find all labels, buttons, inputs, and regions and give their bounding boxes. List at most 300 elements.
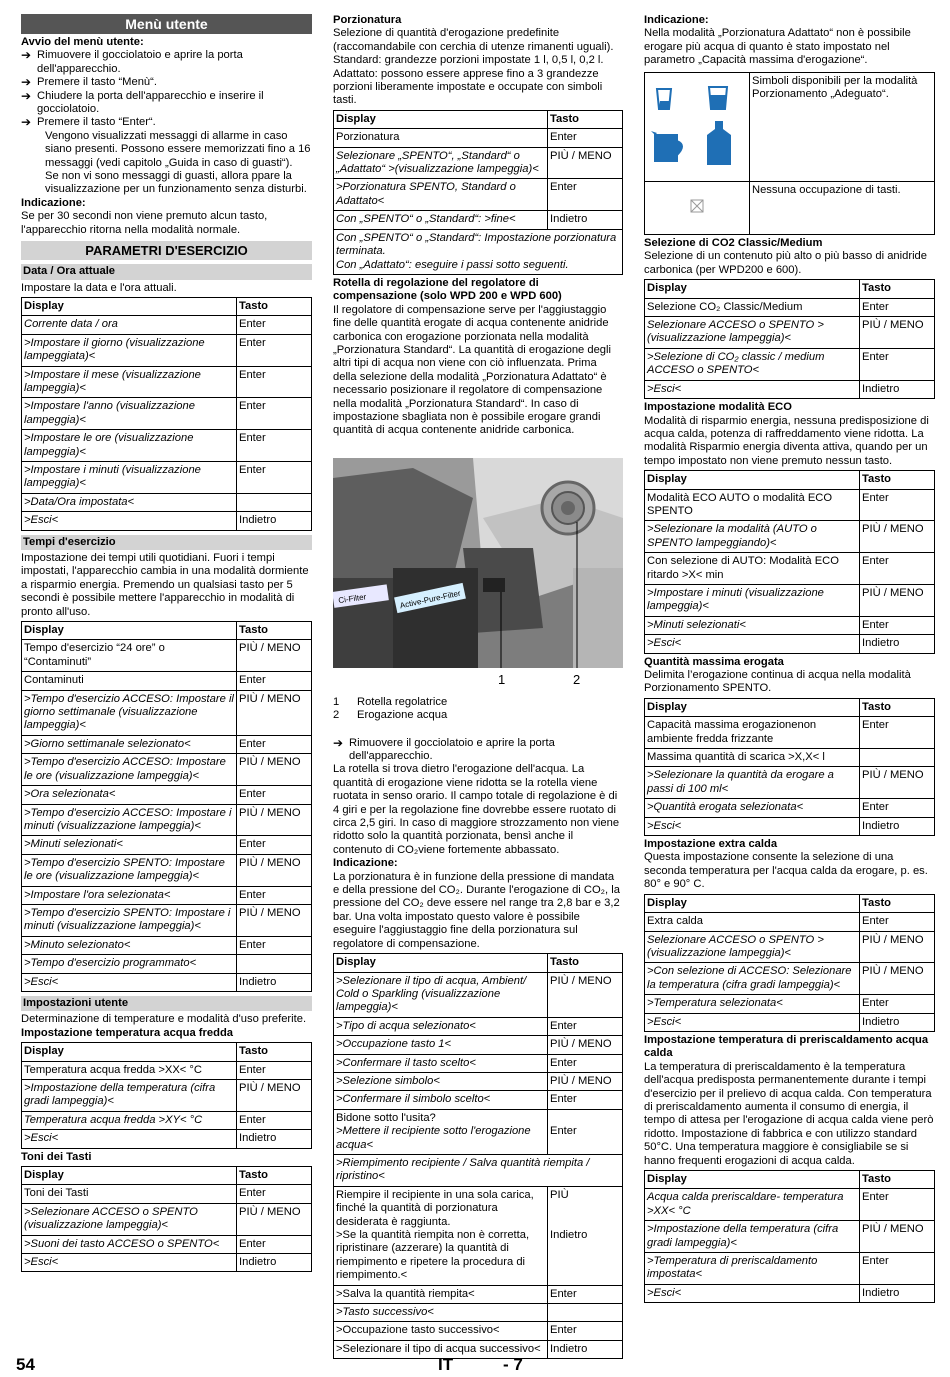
co2-heading: Selezione di CO2 Classic/Medium (644, 237, 823, 250)
display-cell: >Minuti selezionati< (645, 616, 860, 634)
table-row (645, 749, 935, 767)
key-cell: Enter (237, 936, 312, 954)
display-cell: >Quantità erogata selezionata< (645, 799, 860, 817)
filter-label-right: Active-Pure-Filter (399, 588, 462, 611)
table-header-row (334, 954, 623, 972)
steps-list (21, 49, 312, 129)
display-cell: Selezionare ACCESO o SPENTO >(visualizzazione lampeggia)< (645, 317, 860, 349)
column-left (21, 14, 312, 1274)
key-cell: Enter (237, 461, 312, 493)
table-header-row (645, 894, 935, 912)
display-cell: >Selezionare il tipo di acqua successivo< (334, 1340, 548, 1358)
key-cell: PIÙ / MENO (237, 854, 312, 886)
arrow-icon: ➔ (21, 115, 32, 130)
preheat-heading: Impostazione temperatura di preriscaldamento acqua calda (644, 1033, 929, 1060)
page-number-left: 54 (16, 1355, 35, 1374)
header-key: Tasto (860, 471, 935, 489)
display-cell: >Tempo d'esercizio ACCESO: Impostare i minuti (visualizzazione lampeggia)< (22, 804, 237, 836)
display-cell: Modalità ECO AUTO o modalità ECO SPENTO (645, 489, 860, 521)
table-row (645, 553, 935, 585)
display-cell: >Selezione di CO₂ classic / medium ACCESO o SPENTO< (645, 348, 860, 380)
no-symbol-text: Nessuna occupazione di tasti. (750, 182, 935, 235)
table-row (334, 211, 623, 229)
display-cell: >Tempo d'esercizio ACCESO: Impostare il giorno settimanale (visualizzazione lampeggia)< (22, 690, 237, 735)
table-row (22, 973, 312, 991)
display-cell: >Impostare l'anno (visualizzazione lampeggia)< (22, 398, 237, 430)
table-row (22, 886, 312, 904)
display-cell: >Tempo d'esercizio SPENTO: Impostare le ore (visualizzazione lampeggia)< (22, 854, 237, 886)
key-cell: Enter (237, 1111, 312, 1129)
header-display: Display (645, 280, 860, 298)
cold-heading: Impostazione temperatura acqua fredda (21, 1026, 233, 1039)
key-cell: PIÙ / MENO (237, 1203, 312, 1235)
fill-options-row (334, 1186, 623, 1285)
display-cell: >Esci< (22, 512, 237, 530)
key-cell: Enter (548, 179, 623, 211)
eco-text: Modalità di risparmio energia, nessuna predisposizione di acqua calda, potenza di raffreddamento viene ridotta. La modalità Risparmio energia diventa attiva, quando per un tempo impostato non viene premuto nessun tasto. (644, 414, 929, 467)
header-key: Tasto (548, 954, 623, 972)
table-row (645, 584, 935, 616)
table-row (22, 640, 312, 672)
table-row (22, 334, 312, 366)
table-row (22, 398, 312, 430)
caption-item (333, 709, 623, 722)
display-cell: >Esci< (645, 380, 860, 398)
display-cell: >Data/Ora impostata< (22, 493, 237, 511)
table-row (645, 380, 935, 398)
symbols-icons-cell (645, 72, 750, 181)
key-cell: Enter (237, 430, 312, 462)
display-cell: Extra calda (645, 913, 860, 931)
key-cell: PIÙ / MENO (860, 963, 935, 995)
table-row (645, 521, 935, 553)
table-row (645, 298, 935, 316)
no-symbol-row (645, 182, 935, 235)
display-cell: Corrente data / ora (22, 316, 237, 334)
table-row (22, 512, 312, 530)
key-cell: Indietro (860, 1284, 935, 1302)
table-row (645, 963, 935, 995)
key-cell: PIÙ / MENO (860, 931, 935, 963)
table-row (334, 1072, 623, 1090)
key-cell: Indietro (548, 211, 623, 229)
display-cell: >Minuti selezionati< (22, 836, 237, 854)
portion-table (333, 110, 623, 275)
times-text: Impostazione dei tempi utili quotidiani. Fuori i tempi impostati, l'apparecchio cambia in una modalità dormiente a risparmio energia. Premendo un qualsiasi tasto per 5 secondi è possibile mettere l'apparecchio in modalità di pronto all'uso. (21, 552, 309, 618)
table-header-row (22, 622, 312, 640)
table-row (22, 430, 312, 462)
table-row (645, 1284, 935, 1302)
note-heading: Indicazione: (21, 196, 86, 209)
header-key: Tasto (237, 297, 312, 315)
table-row (645, 995, 935, 1013)
display-cell: >Esci< (645, 1013, 860, 1031)
header-key: Tasto (548, 110, 623, 128)
note-text: Se per 30 secondi non viene premuto alcun tasto, l'apparecchio ritorna nella modalità normale. (21, 210, 268, 236)
key-cell: PIÙ / MENO (860, 521, 935, 553)
key-cell: Enter (237, 1061, 312, 1079)
display-cell: >Esci< (645, 635, 860, 653)
portion-text: Selezione di quantità d'erogazione predefinite (raccomandabile con cerchia di utenze rimanenti uguali). Standard: grandezze porzioni impostate 1 l, 0,5 l, 0,2 l. Adattato: possono essere apprese fino a 3 grandezze porzioni liberamente impostate e occupate con simboli tasti. (333, 27, 614, 107)
note-heading-2: Indicazione: (333, 857, 398, 870)
display-cell: >Tempo d'esercizio ACCESO: Impostare le ore (visualizzazione lampeggia)< (22, 754, 237, 786)
display-cell: >Selezionare ACCESO o SPENTO (visualizzazione lampeggia)< (22, 1203, 237, 1235)
key-cell: Enter (548, 129, 623, 147)
table-row (334, 1304, 623, 1322)
header-display: Display (645, 471, 860, 489)
table-row (645, 913, 935, 931)
key-cell: Indietro (860, 380, 935, 398)
header-display: Display (334, 954, 548, 972)
fill-option-a: Riempire il recipiente in una sola carica, finché la quantità di porzionatura desiderata è raggiunta. (336, 1188, 534, 1228)
header-display: Display (645, 698, 860, 716)
key-cell: PIÙ / MENO (860, 584, 935, 616)
fill-key-a: PIÙ (550, 1188, 569, 1201)
table-header-row (645, 280, 935, 298)
table-row (22, 836, 312, 854)
display-cell: >Occupazione tasto successivo< (334, 1322, 548, 1340)
table-row (22, 754, 312, 786)
table-row (645, 799, 935, 817)
table-row (334, 1340, 623, 1358)
device-photo-svg (333, 458, 623, 696)
display-cell: >Giorno settimanale selezionato< (22, 735, 237, 753)
display-cell: >Esci< (22, 1254, 237, 1272)
key-cell: Indietro (860, 635, 935, 653)
callout-2: 2 (573, 671, 581, 687)
key-cell: Enter (860, 1189, 935, 1221)
table-row (645, 1221, 935, 1253)
display-cell: >Tasto successivo< (334, 1304, 548, 1322)
container-key: Enter (548, 1109, 623, 1154)
display-cell: >Esci< (645, 817, 860, 835)
column-right (644, 14, 935, 1305)
table-row (334, 972, 623, 1017)
key-cell: Enter (548, 1285, 623, 1303)
display-cell: >Tempo d'esercizio SPENTO: Impostare i minuti (visualizzazione lampeggia)< (22, 904, 237, 936)
table-row (22, 1185, 312, 1203)
water-table (333, 953, 623, 1359)
display-cell: >Selezionare la modalità (AUTO o SPENTO lampeggiando)< (645, 521, 860, 553)
display-cell: >Temperatura di preriscaldamento impostata< (645, 1253, 860, 1285)
key-cell (548, 1304, 623, 1322)
date-table (21, 297, 312, 531)
caption-text: Rotella regolatrice (357, 695, 448, 708)
note-text-2: La porzionatura è in funzione della pressione di mandata e della pressione del CO₂. Durante l'erogazione di CO₂, la pressione del CO₂ deve essere nel range tra 2,8 bar e 3,2 bar. Una volta impostato questo valore è possibile eseguire l'aggiustaggio fine della porzionatura sul regolatore di compensazione. (333, 870, 620, 950)
key-cell: Indietro (860, 1013, 935, 1031)
display-cell: Massima quantità di scarica >X,X< l (645, 749, 860, 767)
user-text: Determinazione di temperature e modalità d'uso preferite. (21, 1013, 307, 1026)
table-row (334, 1091, 623, 1109)
display-cell: >Selezionare la quantità da erogare a passi di 100 ml< (645, 767, 860, 799)
key-cell: Enter (548, 1322, 623, 1340)
times-table (21, 621, 312, 992)
display-cell: >Ora selezionata< (22, 786, 237, 804)
table-row (22, 854, 312, 886)
display-cell: >Minuto selezionato< (22, 936, 237, 954)
key-cell: PIÙ / MENO (237, 904, 312, 936)
key-cell: Enter (237, 836, 312, 854)
step-item (21, 49, 312, 76)
display-cell: >Impostare i minuti (visualizzazione lampeggia)< (22, 461, 237, 493)
table-header-row (334, 110, 623, 128)
fill-cell: >Riempimento recipiente / Salva quantità riempita / ripristino< (334, 1154, 623, 1186)
key-cell: Enter (860, 348, 935, 380)
max-text: Delimita l’erogazione continua di acqua nella modalità Porzionamento SPENTO. (644, 669, 911, 695)
key-cell: Enter (237, 786, 312, 804)
table-row (645, 931, 935, 963)
caption-number: 1 (333, 695, 340, 708)
table-row (22, 735, 312, 753)
display-cell: >Con selezione di ACCESO: Selezionare la temperatura (cifra gradi lampeggia)< (645, 963, 860, 995)
portion-note: Con „SPENTO“ o „Standard“: Impostazione porzionatura terminata. (336, 231, 617, 258)
key-cell: Enter (548, 1091, 623, 1109)
table-row (334, 147, 623, 179)
table-row (334, 1322, 623, 1340)
display-cell: >Esci< (22, 1130, 237, 1148)
date-heading: Data / Ora attuale (21, 264, 312, 279)
key-cell (860, 749, 935, 767)
hot-text: Questa impostazione consente la selezione di una seconda temperatura per l'acqua calda da erogare, p. es. 80° e 90° C. (644, 851, 928, 891)
wheel-text: Il regolatore di compensazione serve per l'aggiustaggio fine delle quantità erogate di acqua contenente anidride carbonica con erogazione porzionata nella modalità „Porzionatura Standard“. La quantità di erogazione degli altri tipi di acqua non viene con ciò influenzata. Prima della selezione della modalità „Porzionatura Adattato“ è necessario posizionare il regolatore di compensazione nella modalità „Porzionatura Standard“. In caso di impostazione sbagliata non è possibile erogare grandi quantità di acqua contenente anidride carbonica. (333, 303, 612, 437)
table-row (22, 904, 312, 936)
symbols-row (645, 72, 935, 181)
note-heading-3: Indicazione: (644, 14, 709, 26)
step-text: Premere il tasto “Menù“. (37, 76, 157, 89)
table-row (645, 1189, 935, 1221)
display-cell: >Impostare i minuti (visualizzazione lampeggia)< (645, 584, 860, 616)
fill-row (334, 1154, 623, 1186)
display-cell: >Impostare il giorno (visualizzazione lampeggiata)< (22, 334, 237, 366)
note-text-3: Nella modalità „Porzionatura Adattato“ non è possibile erogare più acqua di quanto è stato impostato nel parametro „Capacità massima d'erogazione“. (644, 27, 911, 67)
key-cell: Enter (237, 366, 312, 398)
key-cell: PIÙ / MENO (860, 767, 935, 799)
table-row (645, 817, 935, 835)
preheat-table (644, 1170, 935, 1303)
callout-1: 1 (498, 671, 506, 687)
header-display: Display (22, 1043, 237, 1061)
key-cell: Enter (237, 735, 312, 753)
key-cell: PIÙ / MENO (237, 1080, 312, 1112)
key-cell: Indietro (237, 973, 312, 991)
key-cell: Indietro (237, 512, 312, 530)
table-row (334, 1017, 623, 1035)
caption-number: 2 (333, 709, 340, 722)
table-row (645, 489, 935, 521)
arrow-icon: ➔ (21, 75, 32, 90)
header-key: Tasto (860, 280, 935, 298)
step-item (21, 116, 312, 129)
fill-option-b: >Se la quantità riempita non è corretta, ripristinare (azzerare) la quantità di riempimento e ripetere la procedura di riempimento.< (336, 1229, 530, 1282)
key-cell: Enter (237, 886, 312, 904)
eco-heading: Impostazione modalità ECO (644, 401, 792, 414)
table-row (22, 366, 312, 398)
display-cell: >Impostare il mese (visualizzazione lampeggia)< (22, 366, 237, 398)
table-row (22, 1080, 312, 1112)
step-text: Rimuovere il gocciolatoio e aprire la porta dell'apparecchio. (37, 49, 243, 75)
symbols-table (644, 72, 935, 235)
wheel-heading: Rotella di regolazione del regolatore di compensazione (solo WPD 200 e WPD 600) (333, 276, 562, 303)
container-cell (334, 1109, 548, 1154)
table-header-row (645, 698, 935, 716)
user-heading: Impostazioni utente (21, 996, 312, 1011)
key-cell: Enter (860, 553, 935, 585)
container-question: Bidone sotto l'usita? (336, 1111, 436, 1124)
header-key: Tasto (237, 1167, 312, 1185)
table-row (22, 1130, 312, 1148)
key-cell: PIÙ / MENO (237, 804, 312, 836)
header-key: Tasto (860, 698, 935, 716)
max-table (644, 698, 935, 836)
display-cell: Contaminuti (22, 672, 237, 690)
tones-table (21, 1166, 312, 1272)
table-row (22, 1203, 312, 1235)
arrow-icon: ➔ (21, 48, 32, 63)
arrow-icon: ➔ (21, 88, 32, 103)
table-row (645, 348, 935, 380)
table-row (22, 316, 312, 334)
header-key: Tasto (860, 1171, 935, 1189)
photo-captions (333, 696, 623, 723)
portion-symbols-icon (647, 75, 747, 175)
device-photo (333, 458, 623, 696)
display-cell: Temperatura acqua fredda >XX< °C (22, 1061, 237, 1079)
table-row (334, 179, 623, 211)
display-cell: >Impostare le ore (visualizzazione lampeggia)< (22, 430, 237, 462)
table-row (22, 786, 312, 804)
header-key: Tasto (860, 894, 935, 912)
step-item (21, 90, 312, 117)
header-key: Tasto (237, 1043, 312, 1061)
table-row (22, 1235, 312, 1253)
header-display: Display (334, 110, 548, 128)
display-cell: >Temperatura selezionata< (645, 995, 860, 1013)
column-middle (333, 14, 623, 1361)
wheel-step-text: Rimuovere il gocciolatoio e aprire la porta dell'apparecchio. (349, 736, 555, 762)
table-row (334, 1285, 623, 1303)
display-cell: >Suoni dei tasto ACCESO o SPENTO< (22, 1235, 237, 1253)
key-cell: Enter (237, 398, 312, 430)
step-text: Chiudere la porta dell'apparecchio e inserire il gocciolatoio. (37, 89, 264, 116)
arrow-icon: ➔ (333, 735, 344, 750)
table-header-row (645, 1171, 935, 1189)
key-cell: Indietro (548, 1340, 623, 1358)
table-row (645, 717, 935, 749)
display-cell: Temperatura acqua fredda >XY< °C (22, 1111, 237, 1129)
header-key: Tasto (237, 622, 312, 640)
display-cell: >Tempo d'esercizio programmato< (22, 955, 237, 973)
cold-table (21, 1042, 312, 1148)
table-row (22, 493, 312, 511)
wheel-step (333, 737, 623, 764)
container-instruction: >Mettere il recipiente sotto l'erogazione acqua< (336, 1125, 531, 1151)
table-row (22, 461, 312, 493)
header-display: Display (645, 1171, 860, 1189)
header-display: Display (22, 1167, 237, 1185)
header-display: Display (645, 894, 860, 912)
key-cell: PIÙ / MENO (860, 317, 935, 349)
table-row (645, 767, 935, 799)
empty-symbol-icon (690, 199, 704, 213)
key-cell: Enter (237, 672, 312, 690)
fill-key-b: Indietro (550, 1229, 588, 1242)
caption-item (333, 696, 623, 709)
start-heading: Avvio del menù utente: (21, 36, 144, 48)
table-header-row (22, 1167, 312, 1185)
display-cell: Capacità massima erogazionenon ambiente fredda frizzante (645, 717, 860, 749)
key-cell: Indietro (237, 1130, 312, 1148)
display-cell: Acqua calda preriscaldare- temperatura >XX< °C (645, 1189, 860, 1221)
portion-heading: Porzionatura (333, 14, 402, 26)
table-row (334, 1054, 623, 1072)
caption-text: Erogazione acqua (357, 709, 448, 722)
table-row (22, 690, 312, 735)
key-cell: Indietro (237, 1254, 312, 1272)
fill-options-cell (334, 1186, 548, 1285)
symbols-text: Simboli disponibili per la modalità Porzionamento „Adeguato“. (750, 72, 935, 181)
key-cell: Enter (237, 1185, 312, 1203)
display-cell: Toni dei Tasti (22, 1185, 237, 1203)
table-header-row (645, 471, 935, 489)
filter-label-left: Ci-Filter (337, 592, 367, 605)
key-cell: PIÙ / MENO (548, 972, 623, 1017)
eco-table (644, 470, 935, 653)
preheat-text: La temperatura di preriscaldamento è la temperatura dell'acqua predisposta permanentemente durante i tempi d'esercizio per il prelievo di acqua calda. Con temperatura di preriscaldamento aumenta il consumo di energia, il tempo di attesa per l'erogazione di acqua calda viene però ridotto. Impostazione di fabbrica e con utilizzo standard 50°C. Una temperatura maggiore è consigliabile se si hanno frequenti erogazioni di acqua calda. (644, 1060, 934, 1167)
times-heading: Tempi d'esercizio (21, 535, 312, 550)
display-cell: Selezionare „SPENTO“, „Standard“ o „Adattato“ >(visualizzazione lampeggia)< (334, 147, 548, 179)
table-row (22, 955, 312, 973)
co2-table (644, 279, 935, 399)
menu-title: Menù utente (21, 14, 312, 34)
step-text: Premere il tasto “Enter“. (37, 116, 156, 129)
table-row (645, 1013, 935, 1031)
key-cell: Enter (860, 799, 935, 817)
display-cell: Con selezione di AUTO: Modalità ECO ritardo >X< min (645, 553, 860, 585)
key-cell: Enter (860, 913, 935, 931)
key-cell: Enter (548, 1017, 623, 1035)
table-row (22, 1061, 312, 1079)
max-heading: Quantità massima erogata (644, 655, 784, 668)
params-title: PARAMETRI D'ESERCIZIO (21, 241, 312, 260)
key-cell: Enter (860, 616, 935, 634)
language-code: IT (438, 1355, 454, 1374)
key-cell: PIÙ / MENO (860, 1221, 935, 1253)
table-row (645, 1253, 935, 1285)
key-cell: Enter (237, 1235, 312, 1253)
key-cell: Enter (237, 334, 312, 366)
step-item (21, 76, 312, 89)
display-cell: >Impostazione della temperatura (cifra gradi lampeggia)< (645, 1221, 860, 1253)
display-cell: >Occupazione tasto 1< (334, 1036, 548, 1054)
wheel-text-2: La rotella si trova dietro l'erogazione dell'acqua. La quantità di erogazione viene ridotta se la rotella viene ruotata in senso orario. Il campo totale di regolazione è di 4 giri e per la regolazione fine dovrebbe essere ruotato di circa 2,5 giri. In caso di maggiore strozzamento non viene ridotto solo la quantità porzionata, bensì anche il contenuto di CO₂viene fortemente abbassato. (333, 763, 620, 856)
page-number-right: - 7 (503, 1355, 523, 1374)
hot-heading: Impostazione extra calda (644, 838, 778, 851)
header-display: Display (22, 622, 237, 640)
step-note-2: Se non vi sono messaggi di guasti, allora ppare la visualizzazione per un funzionamento senza disturbi. (45, 170, 307, 196)
table-row (22, 1111, 312, 1129)
key-cell (237, 955, 312, 973)
display-cell: >Confermare il simbolo scelto< (334, 1091, 548, 1109)
table-row (22, 1254, 312, 1272)
display-cell: >Tipo di acqua selezionato< (334, 1017, 548, 1035)
display-cell: Con „SPENTO“ o „Standard“: >fine< (334, 211, 548, 229)
table-row (22, 804, 312, 836)
key-cell: Enter (860, 717, 935, 749)
key-cell: PIÙ / MENO (237, 754, 312, 786)
table-row (645, 635, 935, 653)
hot-table (644, 894, 935, 1032)
table-header-row (22, 1043, 312, 1061)
